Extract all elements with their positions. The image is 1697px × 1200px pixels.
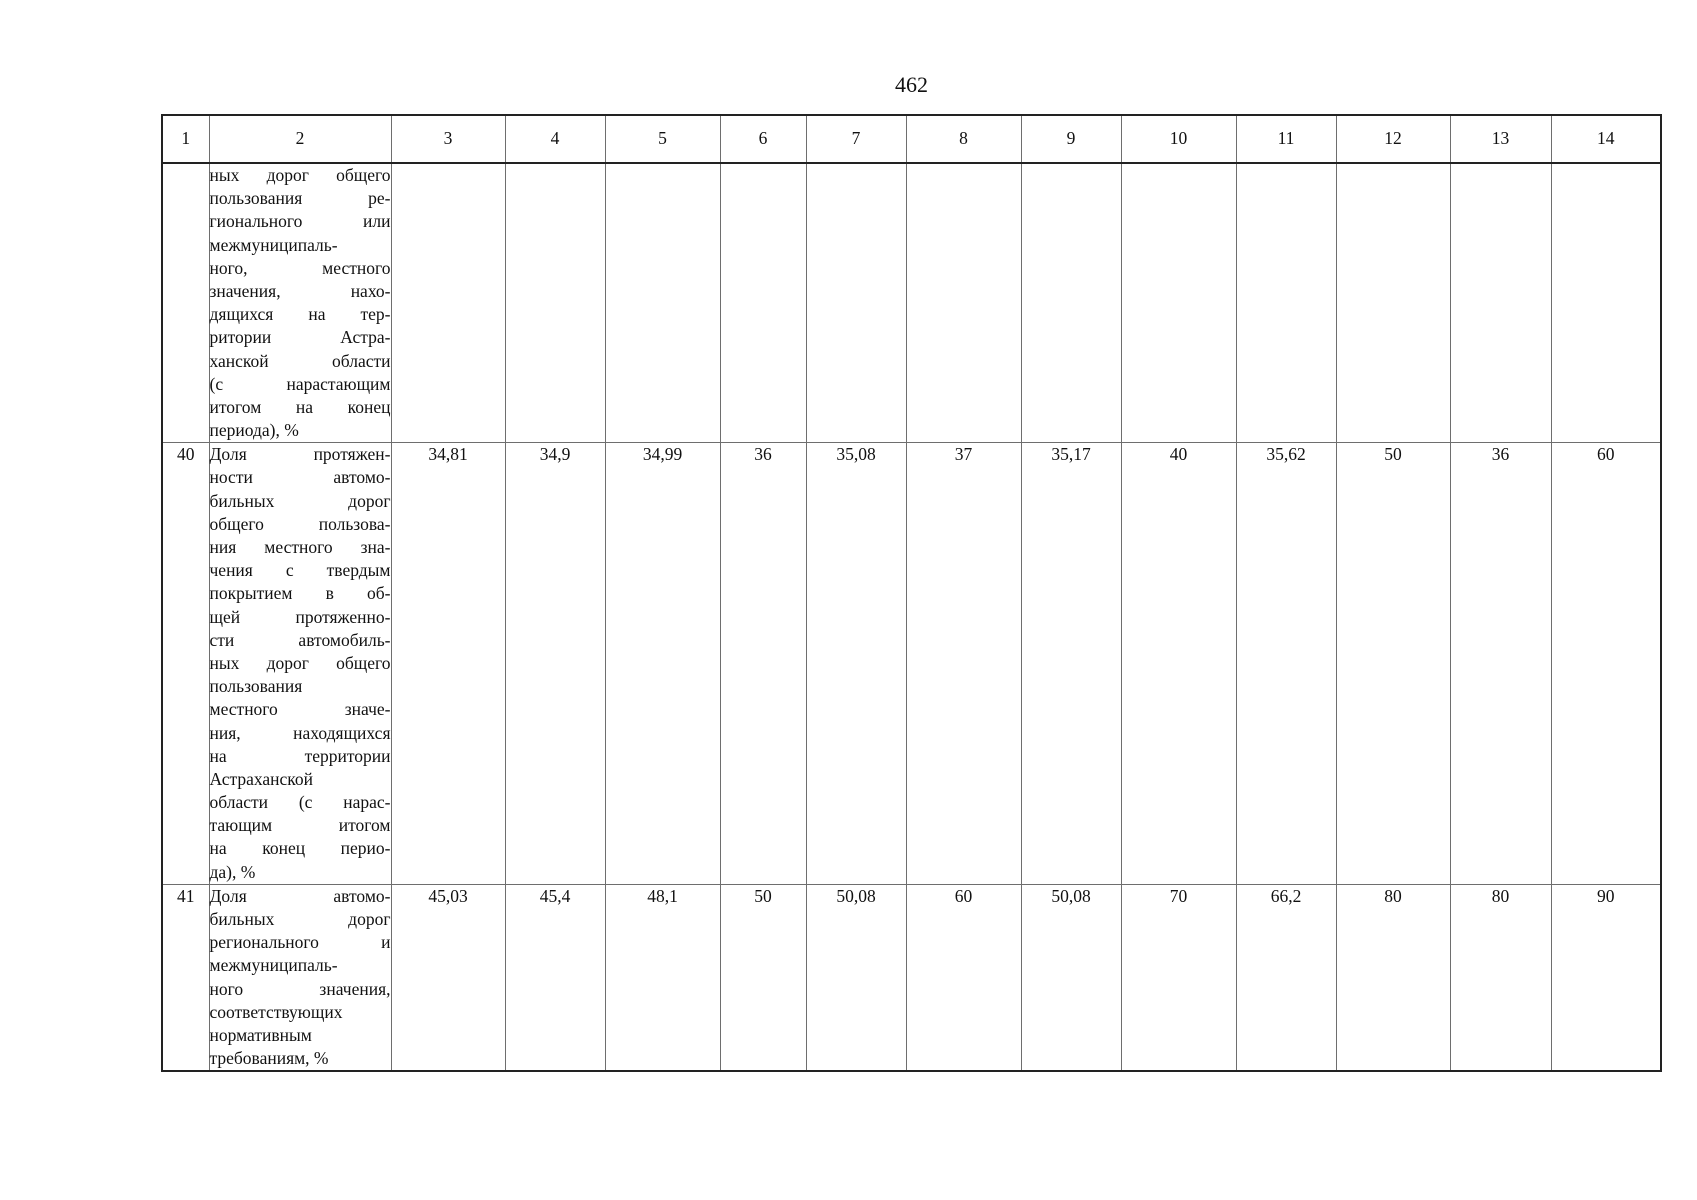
column-header: 4 — [505, 115, 605, 163]
column-header: 9 — [1021, 115, 1121, 163]
description-line: ния, находящихся — [209, 722, 391, 743]
row-number-cell: 41 — [162, 884, 209, 1071]
column-header: 10 — [1121, 115, 1236, 163]
value-cell — [1450, 163, 1551, 443]
description-line: бильных дорог — [209, 490, 391, 511]
value-cell: 45,03 — [391, 884, 505, 1071]
value-cell: 48,1 — [605, 884, 720, 1071]
description-line: на конец перио- — [209, 838, 391, 859]
description-line: регионального и — [209, 932, 391, 953]
table-body — [162, 163, 1661, 1071]
data-table — [161, 114, 1662, 1072]
column-header: 6 — [720, 115, 806, 163]
value-cell: 35,08 — [806, 443, 906, 885]
column-header: 2 — [209, 115, 391, 163]
column-header: 1 — [162, 115, 209, 163]
description-line: области (с нарас- — [209, 792, 391, 813]
column-header: 13 — [1450, 115, 1551, 163]
value-cell: 70 — [1121, 884, 1236, 1071]
value-cell — [906, 163, 1021, 443]
column-header: 3 — [391, 115, 505, 163]
description-line: Астраханской — [209, 768, 313, 789]
value-cell: 34,9 — [505, 443, 605, 885]
description-line: дящихся на тер- — [209, 304, 391, 325]
table-header-row — [162, 115, 1661, 163]
table-row — [162, 163, 1661, 443]
description-line: ритории Астра- — [209, 327, 391, 348]
description-line: сти автомобиль- — [209, 629, 391, 650]
value-cell — [505, 163, 605, 443]
page-number: 462 — [895, 72, 928, 97]
value-cell — [1021, 163, 1121, 443]
value-cell: 50 — [1336, 443, 1450, 885]
column-header: 14 — [1551, 115, 1661, 163]
description-line: тающим итогом — [209, 815, 391, 836]
value-cell: 80 — [1336, 884, 1450, 1071]
description-line: ния местного зна- — [209, 537, 391, 557]
table-row — [162, 443, 1661, 885]
column-header: 8 — [906, 115, 1021, 163]
value-cell: 45,4 — [505, 884, 605, 1071]
description-line: итогом на конец — [209, 396, 391, 417]
value-cell — [720, 163, 806, 443]
value-cell — [1551, 163, 1661, 443]
value-cell: 50,08 — [806, 884, 906, 1071]
column-header: 5 — [605, 115, 720, 163]
indicator-description-cell — [209, 163, 391, 443]
description-line: нормативным — [209, 1024, 312, 1045]
description-line: ных дорог общего — [209, 652, 391, 673]
description-line: гионального или — [209, 211, 391, 232]
value-cell: 35,17 — [1021, 443, 1121, 885]
description-line: на территории — [209, 745, 391, 766]
description-line: да), % — [209, 861, 256, 882]
value-cell: 40 — [1121, 443, 1236, 885]
description-line: местного значе- — [209, 699, 391, 720]
row-number-cell: 40 — [162, 443, 209, 885]
column-header: 11 — [1236, 115, 1336, 163]
value-cell: 90 — [1551, 884, 1661, 1071]
value-cell: 80 — [1450, 884, 1551, 1071]
value-cell: 60 — [1551, 443, 1661, 885]
value-cell: 50,08 — [1021, 884, 1121, 1071]
value-cell: 34,81 — [391, 443, 505, 885]
description-line: (с нарастающим — [209, 373, 391, 394]
description-line: щей протяженно- — [209, 606, 391, 627]
description-line: требованиям, % — [209, 1048, 329, 1069]
value-cell: 36 — [720, 443, 806, 885]
description-line: ного значения, — [209, 978, 391, 999]
description-line: бильных дорог — [209, 909, 391, 929]
value-cell — [806, 163, 906, 443]
value-cell: 35,62 — [1236, 443, 1336, 885]
indicator-description-cell — [209, 884, 391, 1071]
description-line: межмуниципаль- — [209, 955, 338, 976]
description-line: ханской области — [209, 350, 391, 371]
value-cell: 37 — [906, 443, 1021, 885]
value-cell: 34,99 — [605, 443, 720, 885]
description-line: значения, нахо- — [209, 280, 391, 301]
value-cell — [1121, 163, 1236, 443]
description-line: общего пользова- — [209, 513, 391, 534]
description-line: ного, местного — [209, 257, 391, 278]
value-cell: 66,2 — [1236, 884, 1336, 1071]
table-row — [162, 884, 1661, 1071]
description-line: соответствующих — [209, 1001, 343, 1022]
description-line: периода), % — [209, 420, 299, 441]
column-header: 12 — [1336, 115, 1450, 163]
row-number-cell — [162, 163, 209, 443]
description-line: Доля протяжен- — [209, 444, 391, 465]
value-cell — [1236, 163, 1336, 443]
value-cell: 60 — [906, 884, 1021, 1071]
column-header: 7 — [806, 115, 906, 163]
description-line: чения с твердым — [209, 560, 391, 581]
indicator-description-cell — [209, 443, 391, 885]
description-line: пользования — [209, 676, 303, 697]
description-line: ных дорог общего — [209, 165, 391, 185]
value-cell — [605, 163, 720, 443]
description-line: Доля автомо- — [209, 885, 391, 906]
value-cell: 50 — [720, 884, 806, 1071]
description-line: пользования ре- — [209, 188, 391, 209]
value-cell: 36 — [1450, 443, 1551, 885]
description-line: покрытием в об- — [209, 583, 391, 604]
description-line: межмуниципаль- — [209, 234, 338, 255]
value-cell — [391, 163, 505, 443]
value-cell — [1336, 163, 1450, 443]
description-line: ности автомо- — [209, 467, 391, 488]
